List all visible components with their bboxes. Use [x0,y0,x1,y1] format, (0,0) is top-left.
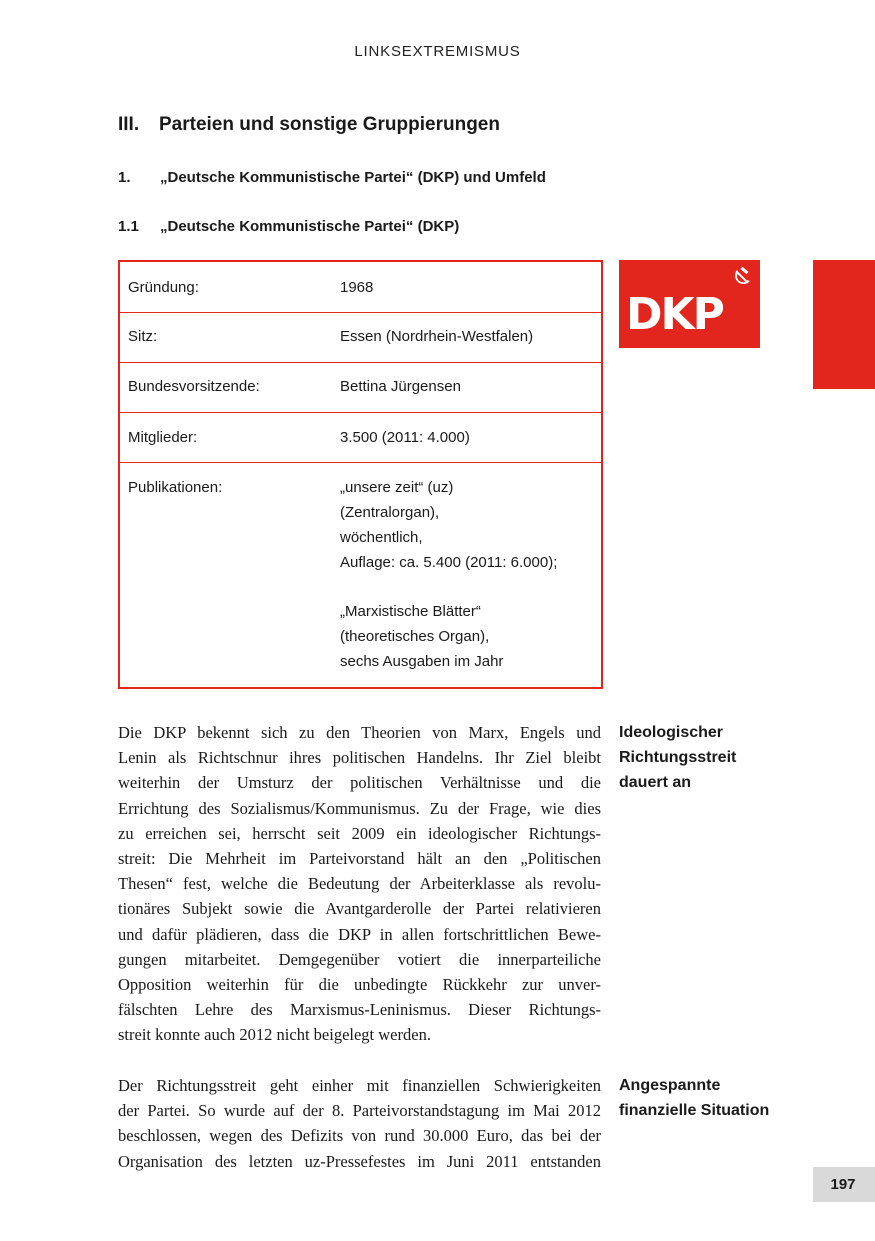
subsection-heading-1 [118,169,546,186]
marginal-line: finanzielle Situation [619,1102,770,1119]
text-line: Die DKP bekennt sich zu den Theorien von Marx, Engels und [118,723,601,742]
dkp-logo [619,260,760,348]
logo-text: DKP [626,289,723,340]
text-line: Der Richtungsstreit geht einher mit finanziellen Schwierigkeiten [118,1076,601,1095]
fact-divider [120,412,601,413]
marginal-line: Richtungsstreit [619,749,737,766]
publication-line: wöchentlich, [340,529,423,546]
fact-divider [120,462,601,463]
marginal-line: dauert an [619,774,692,791]
marginal-note-1 [619,720,736,795]
text-line: beschlossen, wegen des Defizits von rund 30.000 Euro, das bei der [118,1126,601,1146]
text-line: tionäres Subjekt sowie die Avantgarderolle der Partei relativieren [118,899,601,919]
text-line: der Partei. So wurde auf der 8. Parteivorstandstagung im Mai 2012 [118,1101,601,1121]
publication-line: sechs Ausgaben im Jahr [340,653,504,670]
subsection-number-1: 1. [118,169,131,186]
text-line: gungen mitarbeitet. Demgegenüber votiert die innerparteiliche [118,949,601,969]
text-line: streit konnte auch 2012 nicht beigelegt werden. [118,1025,431,1045]
section-title: Parteien und sonstige Gruppierungen [159,114,500,135]
publication-line: (theoretisches Organ), [340,628,490,645]
section-heading [118,114,500,136]
text-line: fälschten Lehre des Marxismus-Leninismus. Dieser Richtungs- [118,1000,601,1020]
fact-divider [120,312,601,313]
paragraph-2 [118,1073,601,1174]
page-number: 197 [830,1176,856,1193]
subsection-title-2: „Deutsche Kommunistische Partei“ (DKP) [160,218,460,235]
chapter-tab [813,260,875,389]
text-line: Organisation des letzten uz-Pressefestes im Juni 2011 entstanden [118,1151,601,1171]
subsection-number-2: 1.1 [118,218,139,235]
fact-value: 1968 [340,279,374,296]
fact-label: Gründung: [128,279,199,296]
publication-line: „Marxistische Blätter“ [340,603,481,620]
fact-label: Sitz: [128,328,158,345]
fact-value: Bettina Jürgensen [340,378,461,395]
marginal-note-2 [619,1073,769,1123]
subsection-title-1: „Deutsche Kommunistische Partei“ (DKP) und Umfeld [160,169,546,186]
text-line: streit: Die Mehrheit im Parteivorstand hält an den „Politischen [118,848,601,868]
section-number: III. [118,114,140,135]
marginal-line: Angespannte [619,1077,721,1094]
text-line: Opposition weiterhin für die unbedingte Rückkehr zur unver- [118,974,601,994]
fact-label: Publikationen: [128,479,223,496]
text-line: Errichtung des Sozialismus/Kommunismus. Zu der Frage, wie dies [118,798,601,818]
publications-list [340,475,595,674]
hammer-sickle-icon [730,265,754,289]
running-head: LINKSEXTREMISMUS [354,43,521,60]
fact-divider [120,362,601,363]
text-line: Lenin als Richtschnur ihres politischen Handelns. Ihr Ziel bleibt [118,748,601,768]
text-line: zu erreichen sei, herrscht seit 2009 ein ideologischer Richtungs- [118,823,601,843]
text-line: weiterhin der Umsturz der politischen Verhältnisse und die [118,773,601,793]
text-line: und dafür plädieren, dass die DKP in allen fortschrittlichen Bewe- [118,924,601,944]
page-number-box [813,1167,875,1202]
fact-label: Mitglieder: [128,429,198,446]
publication-line: „unsere zeit“ (uz) [340,479,454,496]
paragraph-1 [118,720,601,1047]
fact-value: Essen (Nordrhein-Westfalen) [340,328,534,345]
publication-line: (Zentralorgan), [340,504,440,521]
fact-value: 3.500 (2011: 4.000) [340,429,470,446]
subsection-heading-2 [118,218,459,235]
publication-spacer [340,575,595,599]
text-line: Thesen“ fest, welche die Bedeutung der Arbeiterklasse als revolu- [118,874,601,894]
fact-box [118,260,603,689]
marginal-line: Ideologischer [619,724,724,741]
publication-line: Auflage: ca. 5.400 (2011: 6.000); [340,554,558,571]
fact-label: Bundesvorsitzende: [128,378,260,395]
